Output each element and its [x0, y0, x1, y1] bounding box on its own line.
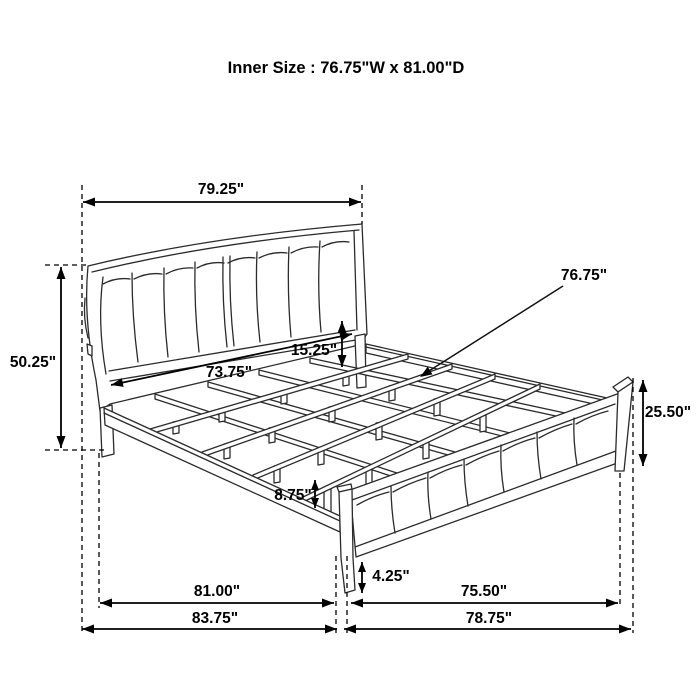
dimension-inner-depth	[100, 583, 334, 608]
dimension-headboard-height	[10, 267, 66, 448]
dimension-footboard-leg-height	[358, 562, 410, 593]
dim-label-footboard-leg-height: 4.25"	[372, 568, 410, 585]
dim-label-inner-depth: 81.00"	[193, 583, 241, 600]
dim-label-inner-width: 76.75"	[560, 267, 608, 284]
dim-label-slat-leg-height: 8.75"	[274, 487, 312, 504]
dim-label-overall-depth: 83.75"	[191, 610, 239, 627]
dim-label-footboard-inner-width: 75.50"	[460, 583, 508, 600]
dim-label-footboard-height: 25.50"	[644, 404, 692, 421]
dimension-footboard-height	[639, 380, 692, 466]
dim-label-headboard-height: 50.25"	[9, 354, 57, 371]
dimension-footboard-width	[344, 610, 631, 634]
dim-label-slat-span: 73.75"	[205, 364, 253, 381]
dim-label-headboard-rail-height: 15.25"	[290, 342, 338, 359]
dimension-inner-width	[420, 267, 607, 377]
diagram-title: Inner Size : 76.75"W x 81.00"D	[227, 59, 465, 77]
left-side-rail	[104, 408, 340, 532]
dim-label-footboard-width: 78.75"	[465, 610, 513, 627]
dimension-footboard-inner-width	[351, 583, 618, 608]
footboard	[337, 377, 633, 593]
dim-label-overall-width: 79.25"	[197, 181, 245, 198]
dimension-overall-depth	[82, 610, 337, 634]
dimension-overall-width	[83, 181, 361, 207]
